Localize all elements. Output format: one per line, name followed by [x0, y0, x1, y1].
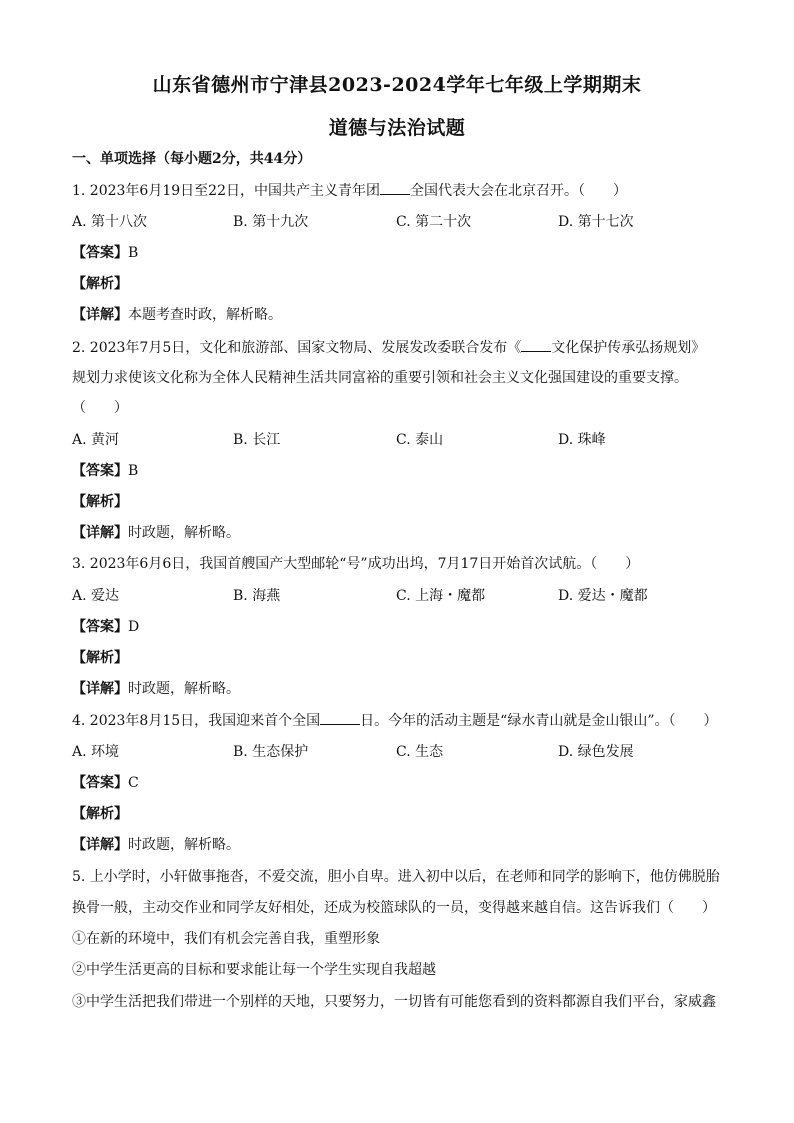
question-4-option-a: A. 环境 [72, 744, 120, 760]
question-3-option-d: D. 爱达・魔都 [558, 588, 648, 604]
question-1-analysis-label: 【解析】 [72, 276, 128, 292]
question-3-analysis-label: 【解析】 [72, 650, 128, 666]
question-2-answer: 【答案】B [72, 463, 139, 479]
question-5-item-1: ①在新的环境中，我们有机会完善自我，重塑形象 [72, 931, 380, 947]
fill-blank [380, 180, 410, 195]
question-2-stem-line3: （ ） [72, 400, 128, 416]
question-5-stem-line2: 换骨一般，主动交作业和同学友好相处，还成为校篮球队的一员，变得越来越自信。这告诉我们（ ） [72, 900, 716, 916]
question-4-answer: 【答案】C [72, 775, 139, 791]
question-2-option-c: C. 泰山 [396, 432, 444, 448]
question-2-option-b: B. 长江 [233, 432, 281, 448]
fill-blank [521, 337, 551, 352]
question-4-option-c: C. 生态 [396, 744, 444, 760]
document-title: 山东省德州市宁津县2023-2024学年七年级上学期期末 [152, 74, 642, 96]
section-heading: 一、单项选择（每小题2分，共44分） [72, 151, 312, 167]
question-3-option-a: A. 爱达 [72, 588, 120, 604]
question-2-detail: 【详解】时政题，解析略。 [72, 525, 240, 541]
question-3-option-c: C. 上海・魔都 [396, 588, 486, 604]
question-1-option-a: A. 第十八次 [72, 214, 148, 230]
question-2-analysis-label: 【解析】 [72, 494, 128, 510]
question-1-option-d: D. 第十七次 [558, 214, 634, 230]
question-4-analysis-label: 【解析】 [72, 806, 128, 822]
question-4-option-d: D. 绿色发展 [558, 744, 634, 760]
question-2-stem-line2: 规划力求使该文化称为全体人民精神生活共同富裕的重要引领和社会主义文化强国建设的重要支撑。 [72, 370, 688, 386]
document-subtitle: 道德与法治试题 [328, 117, 466, 139]
question-1-detail: 【详解】本题考查时政，解析略。 [72, 307, 282, 323]
question-4-stem: 4. 2023年8月15日，我国迎来首个全国 日。今年的活动主题是“绿水青山就是金山银山”。（ ） [72, 710, 718, 731]
question-3-answer: 【答案】D [72, 619, 140, 635]
question-1-option-c: C. 第二十次 [396, 214, 472, 230]
question-2-stem: 2. 2023年7月5日，文化和旅游部、国家文物局、发展发改委联合发布《 文化保护传承弘扬规划》 [72, 337, 705, 358]
fill-blank [320, 710, 360, 725]
question-4-detail: 【详解】时政题，解析略。 [72, 837, 240, 853]
question-4-option-b: B. 生态保护 [233, 744, 309, 760]
question-2-option-a: A. 黄河 [72, 432, 120, 448]
question-1-answer: 【答案】B [72, 245, 139, 261]
question-2-option-d: D. 珠峰 [558, 432, 606, 448]
question-1-stem: 1. 2023年6月19日至22日，中国共产主义青年团 全国代表大会在北京召开。（ ） [72, 180, 627, 201]
question-1-option-b: B. 第十九次 [233, 214, 309, 230]
question-3-option-b: B. 海燕 [233, 588, 281, 604]
question-5-item-2: ②中学生活更高的目标和要求能让每一个学生实现自我超越 [72, 962, 436, 978]
question-5-item-3: ③中学生活把我们带进一个别样的天地，只要努力，一切皆有可能您看到的资料都源自我们平台，家威鑫 [72, 994, 716, 1010]
question-5-stem-line1: 5. 上小学时，小轩做事拖沓，不爱交流，胆小自卑。进入初中以后，在老师和同学的影响下，他仿佛脱胎 [72, 869, 720, 885]
question-3-stem: 3. 2023年6月6日，我国首艘国产大型邮轮“号”成功出坞，7月17日开始首次试航。（ ） [72, 556, 640, 572]
question-3-detail: 【详解】时政题，解析略。 [72, 681, 240, 697]
